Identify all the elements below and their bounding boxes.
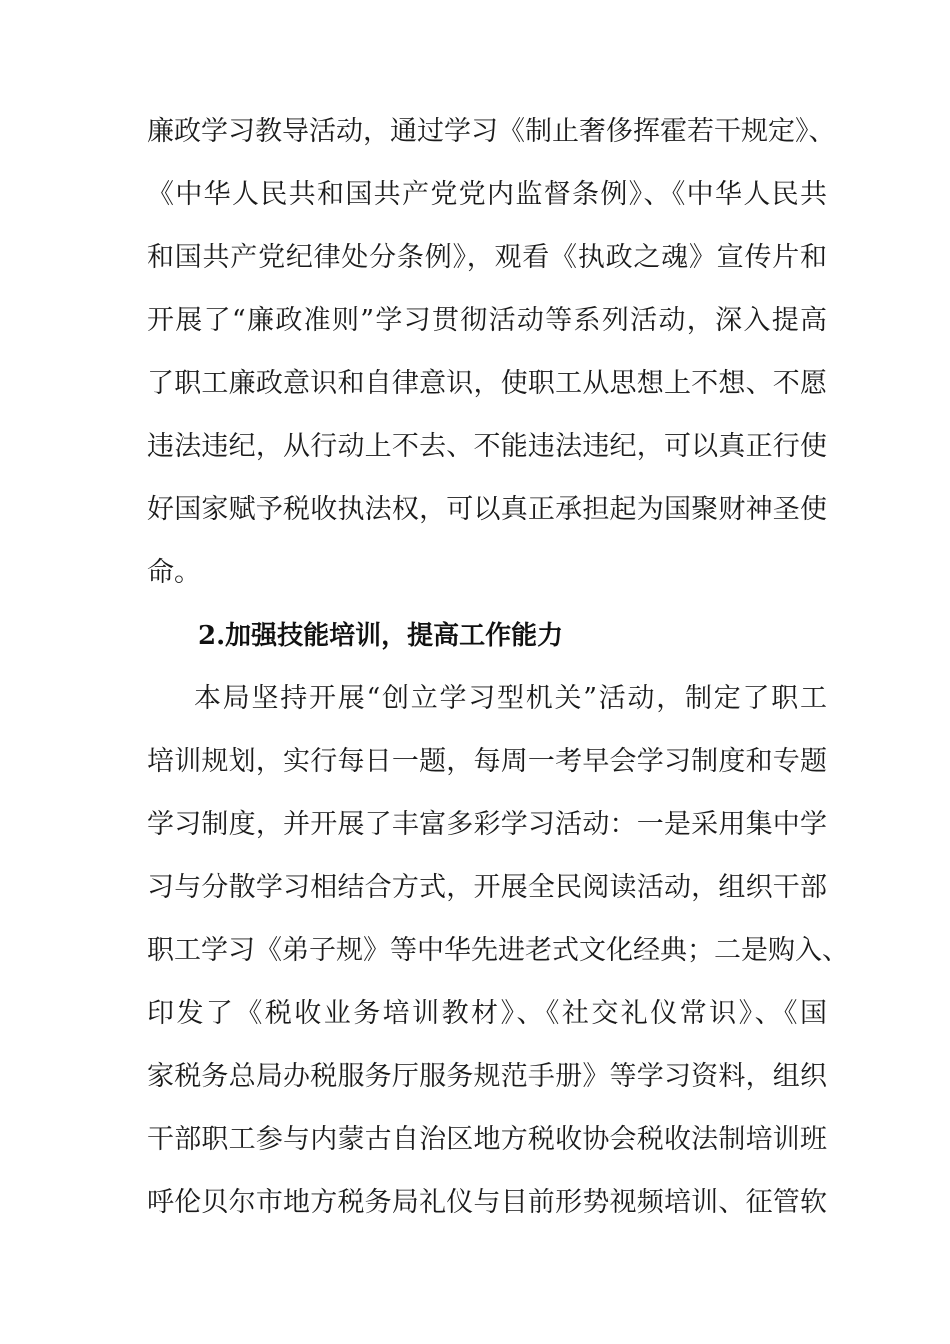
paragraph-line: 好国家赋予税收执法权，可以真正承担起为国聚财神圣使 (147, 494, 827, 525)
paragraph-line: 开展了“廉政准则”学习贯彻活动等系列活动，深入提高 (147, 305, 827, 336)
paragraph-line: 学习制度，并开展了丰富多彩学习活动：一是采用集中学 (147, 809, 827, 840)
paragraph-line: 命。 (147, 557, 201, 588)
paragraph-line: 呼伦贝尔市地方税务局礼仪与目前形势视频培训、征管软 (147, 1187, 827, 1218)
paragraph-line: 违法违纪，从行动上不去、不能违法违纪，可以真正行使 (147, 431, 827, 462)
paragraph-line: 和国共产党纪律处分条例》，观看《执政之魂》宣传片和 (147, 242, 827, 273)
paragraph-line: 本局坚持开展“创立学习型机关”活动，制定了职工 (194, 683, 827, 714)
paragraph-line: 习与分散学习相结合方式，开展全民阅读活动，组织干部 (147, 872, 827, 903)
paragraph-line: 《中华人民共和国共产党党内监督条例》、《中华人民共 (147, 179, 827, 210)
paragraph-line: 廉政学习教导活动，通过学习《制止奢侈挥霍若干规定》、 (147, 116, 836, 147)
paragraph-line: 干部职工参与内蒙古自治区地方税收协会税收法制培训班 (147, 1124, 827, 1155)
paragraph-line: 培训规划，实行每日一题，每周一考早会学习制度和专题 (147, 746, 827, 777)
paragraph-line: 家税务总局办税服务厅服务规范手册》等学习资料，组织 (147, 1061, 827, 1092)
paragraph-line: 了职工廉政意识和自律意识，使职工从思想上不想、不愿 (147, 368, 827, 399)
section-heading: 2.加强技能培训，提高工作能力 (198, 621, 564, 651)
paragraph-line: 职工学习《弟子规》等中华先进老式文化经典；二是购入、 (147, 935, 849, 966)
paragraph-line: 印发了《税收业务培训教材》、《社交礼仪常识》、《国 (147, 998, 827, 1029)
